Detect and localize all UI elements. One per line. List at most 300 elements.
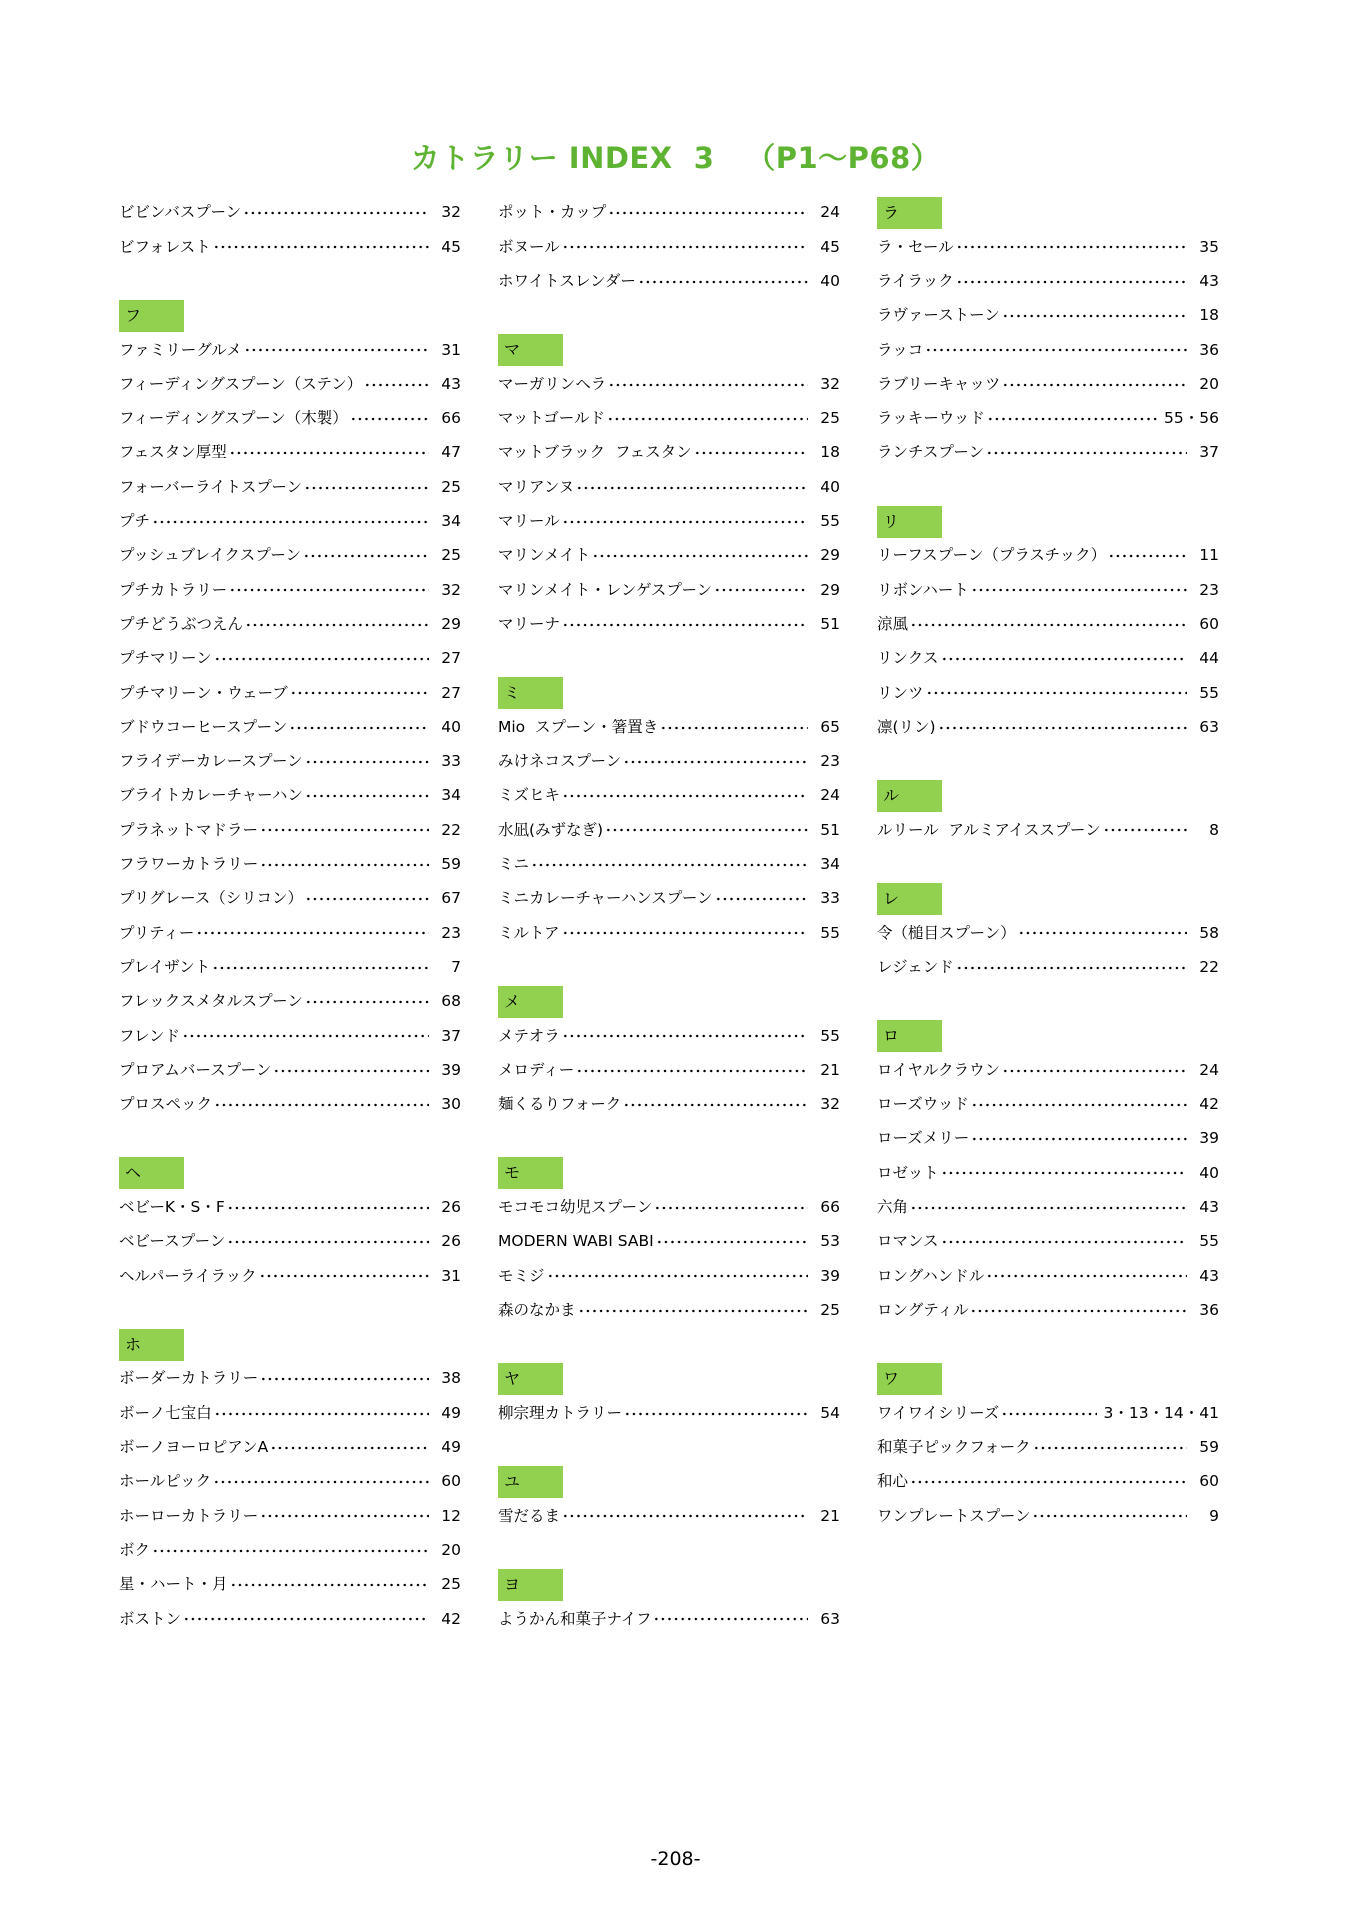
section-header-label: フ: [119, 300, 184, 332]
entry-page: 40: [441, 717, 461, 736]
spacer-row: [119, 265, 461, 299]
index-entry: [877, 1465, 1219, 1499]
entry-name: ホワイトスレンダー: [498, 271, 636, 290]
index-entry: [877, 1156, 1219, 1190]
section-header: [498, 676, 840, 710]
entry-page: 21: [820, 1060, 840, 1079]
entry-page: 33: [820, 889, 840, 908]
entry-name: プチマリーン: [119, 649, 212, 668]
entry-page: 24: [1199, 1060, 1219, 1079]
entry-name: メテオラ: [498, 1026, 560, 1045]
dot-leader: [941, 657, 1187, 661]
dot-leader: [243, 211, 429, 215]
entry-page: 55: [820, 1026, 840, 1045]
entry-page: 59: [441, 855, 461, 874]
entry-page: 24: [820, 786, 840, 805]
dot-leader: [986, 451, 1187, 455]
dot-leader: [956, 966, 1187, 970]
dot-leader: [910, 623, 1187, 627]
entry-name: マットゴールド: [498, 409, 605, 428]
entry-name: ロングハンドル: [877, 1266, 985, 1285]
spacer-row: [498, 1534, 840, 1568]
entry-page: 34: [441, 512, 461, 531]
entry-page: 22: [1199, 957, 1219, 976]
entry-page: 45: [441, 237, 461, 256]
index-entry: [119, 1019, 461, 1053]
index-entry: [877, 333, 1219, 367]
index-entry: [877, 367, 1219, 401]
section-header: [877, 505, 1219, 539]
index-entry: [119, 402, 461, 436]
section-header-label: ユ: [498, 1466, 563, 1498]
section-header: [877, 1362, 1219, 1396]
section-header-label: ワ: [877, 1363, 942, 1395]
page-title: カトラリー INDEX 3 （P1～P68）: [410, 141, 941, 175]
entry-name: フィーディングスプーン（ステン）: [119, 374, 363, 393]
entry-name: モコモコ幼児スプーン: [498, 1198, 653, 1216]
entry-name: MODERN WABI SABI: [498, 1232, 654, 1251]
index-entry: [119, 848, 461, 882]
entry-page: 43: [1199, 1266, 1219, 1285]
dot-leader: [305, 794, 429, 798]
index-entry: [877, 1191, 1219, 1225]
entry-page: 51: [820, 614, 840, 633]
dot-leader: [183, 1617, 429, 1621]
dot-leader: [971, 1103, 1187, 1107]
entry-name: プロスペック: [119, 1095, 213, 1114]
dot-leader: [273, 1069, 429, 1073]
entry-name: ラ・セール: [877, 237, 954, 256]
section-header: [877, 196, 1219, 230]
entry-name: ミニカレーチャーハンスプーン: [498, 889, 713, 908]
index-column-3: [877, 196, 1219, 1534]
dot-leader: [350, 417, 429, 421]
entry-page: 40: [1199, 1163, 1219, 1182]
index-entry: [498, 196, 840, 230]
entry-page: 26: [441, 1232, 461, 1251]
dot-leader: [305, 760, 429, 764]
entry-page: 3・13・14・41: [1103, 1403, 1219, 1422]
index-entry: [877, 230, 1219, 264]
dot-leader: [1001, 1412, 1097, 1416]
dot-leader: [638, 280, 808, 284]
entry-name: フライデーカレースプーン: [119, 752, 303, 771]
entry-page: 11: [1199, 546, 1219, 565]
dot-leader: [364, 383, 429, 387]
entry-name: ボヌール: [498, 237, 560, 256]
entry-name: フレンド: [119, 1026, 180, 1045]
entry-name: リボンハート: [877, 580, 969, 599]
dot-leader: [1002, 314, 1187, 318]
spacer-row: [498, 299, 840, 333]
entry-page: 27: [441, 683, 461, 702]
index-entry: [498, 1191, 840, 1225]
entry-page: 45: [820, 237, 840, 256]
index-entry: [119, 1499, 461, 1533]
dot-leader: [1002, 383, 1187, 387]
index-entry: [498, 848, 840, 882]
dot-leader: [970, 1309, 1187, 1313]
dot-leader: [910, 1480, 1187, 1484]
index-entry: [877, 573, 1219, 607]
dot-leader: [941, 1171, 1187, 1175]
index-entry: [119, 608, 461, 642]
dot-leader: [925, 348, 1187, 352]
index-entry: [498, 402, 840, 436]
entry-page: 18: [1199, 306, 1219, 325]
entry-page: 25: [441, 1575, 461, 1594]
entry-name: マリール: [498, 512, 560, 531]
entry-name: 水凪(みずなぎ): [498, 820, 604, 839]
dot-leader: [1018, 931, 1187, 935]
entry-name: プチカトラリー: [119, 580, 228, 599]
dot-leader: [214, 657, 429, 661]
entry-name: ボク: [119, 1540, 151, 1559]
entry-name: プラネットマドラー: [119, 820, 259, 839]
entry-page: 58: [1199, 923, 1219, 942]
spacer-row: [498, 951, 840, 985]
entry-page: 55: [820, 923, 840, 942]
index-entry: [498, 1053, 840, 1087]
entry-name: リンツ: [877, 683, 924, 702]
dot-leader: [270, 1446, 429, 1450]
spacer-row: [877, 1328, 1219, 1362]
entry-name: 星・ハート・月: [119, 1575, 228, 1594]
index-entry: [877, 1499, 1219, 1533]
dot-leader: [289, 726, 429, 730]
entry-name: ブドウコーヒースプーン: [119, 717, 288, 736]
entry-name: 六角: [877, 1198, 909, 1216]
index-entry: [877, 951, 1219, 985]
entry-page: 49: [441, 1403, 461, 1422]
entry-page: 66: [441, 409, 461, 428]
entry-page: 25: [820, 1300, 840, 1319]
entry-name: プレイザント: [119, 957, 211, 976]
entry-page: 55: [820, 512, 840, 531]
dot-leader: [562, 1514, 808, 1518]
index-entry: [498, 436, 840, 470]
index-entry: [877, 1294, 1219, 1328]
dot-leader: [941, 1240, 1187, 1244]
index-entry: [877, 710, 1219, 744]
section-header-label: ラ: [877, 197, 942, 229]
entry-name: ラッキーウッド: [877, 409, 985, 428]
entry-page: 49: [441, 1438, 461, 1457]
entry-page: 30: [441, 1095, 461, 1114]
index-entry: [877, 676, 1219, 710]
index-entry: [877, 1431, 1219, 1465]
index-entry: [877, 1088, 1219, 1122]
entry-page: 55: [1199, 1232, 1219, 1251]
index-column-1: [119, 196, 461, 1636]
entry-name: 森のなかま: [498, 1300, 576, 1319]
entry-page: 43: [1199, 1198, 1219, 1216]
index-entry: [119, 573, 461, 607]
section-header-label: モ: [498, 1157, 563, 1189]
entry-name: ファミリーグルメ: [119, 340, 242, 359]
dot-leader: [694, 451, 808, 455]
entry-page: 39: [441, 1060, 461, 1079]
entry-page: 31: [441, 1266, 461, 1285]
entry-name: Mio スプーン・箸置き: [498, 717, 659, 736]
section-header: [877, 882, 1219, 916]
dot-leader: [260, 1514, 429, 1518]
index-entry: [498, 1259, 840, 1293]
entry-page: 32: [441, 203, 461, 222]
entry-name: ヘルパーライラック: [119, 1266, 257, 1285]
entry-page: 34: [820, 855, 840, 874]
entry-name: 雪だるま: [498, 1506, 561, 1525]
dot-leader: [227, 1206, 429, 1210]
dot-leader: [229, 588, 429, 592]
entry-name: メロディー: [498, 1060, 575, 1079]
entry-name: ビビンバスプーン: [119, 203, 242, 222]
entry-name: ライラック: [877, 271, 954, 290]
entry-name: ミズヒキ: [498, 786, 561, 805]
index-entry: [119, 470, 461, 504]
entry-page: 23: [441, 923, 461, 942]
index-entry: [498, 1088, 840, 1122]
entry-name: プリグレース（シリコン）: [119, 889, 303, 908]
dot-leader: [547, 1274, 808, 1278]
entry-name: 和菓子ピックフォーク: [877, 1438, 1031, 1457]
dot-leader: [212, 966, 429, 970]
index-entry: [119, 333, 461, 367]
entry-page: 40: [820, 477, 840, 496]
index-entry: [119, 230, 461, 264]
dot-leader: [244, 348, 429, 352]
dot-leader: [660, 726, 808, 730]
index-entry: [877, 813, 1219, 847]
entry-page: 25: [441, 546, 461, 565]
index-entry: [498, 1602, 840, 1636]
entry-page: 23: [1199, 580, 1219, 599]
dot-leader: [213, 1480, 429, 1484]
dot-leader: [152, 520, 429, 524]
index-entry: [119, 505, 461, 539]
index-entry: [498, 1294, 840, 1328]
entry-name: フレックスメタルスプーン: [119, 992, 303, 1011]
section-header-label: ロ: [877, 1020, 942, 1052]
index-entry: [877, 1122, 1219, 1156]
dot-leader: [245, 623, 429, 627]
entry-page: 36: [1199, 1300, 1219, 1319]
spacer-row: [498, 1431, 840, 1465]
dot-leader: [605, 828, 808, 832]
spacer-row: [877, 848, 1219, 882]
dot-leader: [926, 691, 1187, 695]
entry-name: ボーノヨーロピアンA: [119, 1438, 269, 1457]
entry-name: みけネコスプーン: [498, 752, 622, 771]
section-header: [498, 333, 840, 367]
dot-leader: [229, 451, 429, 455]
index-entry: [498, 1225, 840, 1259]
dot-leader: [656, 1240, 808, 1244]
entry-name: マリンメイト・レンゲスプーン: [498, 580, 713, 599]
entry-page: 9: [1209, 1506, 1219, 1525]
dot-leader: [654, 1206, 808, 1210]
entry-name: ボーノ七宝白: [119, 1403, 212, 1422]
index-entry: [119, 882, 461, 916]
entry-name: ボストン: [119, 1609, 182, 1628]
entry-page: 53: [820, 1232, 840, 1251]
entry-name: ホールピック: [119, 1472, 212, 1491]
section-header-label: ル: [877, 780, 942, 812]
dot-leader: [260, 1377, 429, 1381]
dot-leader: [714, 588, 808, 592]
entry-page: 23: [820, 752, 840, 771]
index-entry: [119, 710, 461, 744]
entry-page: 60: [1199, 1472, 1219, 1491]
entry-page: 39: [1199, 1129, 1219, 1148]
dot-leader: [290, 691, 429, 695]
index-entry: [498, 779, 840, 813]
entry-name: ランチスプーン: [877, 443, 985, 462]
index-entry: [119, 951, 461, 985]
index-entry: [498, 539, 840, 573]
dot-leader: [986, 1274, 1187, 1278]
entry-page: 7: [451, 957, 461, 976]
spacer-row: [119, 1122, 461, 1156]
section-header-label: ホ: [119, 1329, 184, 1361]
index-entry: [119, 367, 461, 401]
entry-page: 37: [1199, 443, 1219, 462]
entry-page: 25: [441, 477, 461, 496]
entry-name: ワイワイシリーズ: [877, 1403, 1000, 1422]
index-entry: [877, 265, 1219, 299]
entry-name: 和心: [877, 1472, 909, 1491]
dot-leader: [214, 1103, 429, 1107]
dot-leader: [562, 520, 808, 524]
dot-leader: [227, 1240, 429, 1244]
entry-name: プリティー: [119, 923, 195, 942]
dot-leader: [987, 417, 1158, 421]
entry-page: 63: [1199, 717, 1219, 736]
dot-leader: [971, 1137, 1187, 1141]
entry-name: マリアンヌ: [498, 477, 575, 496]
index-entry: [119, 1602, 461, 1636]
dot-leader: [938, 726, 1187, 730]
page-number: -208-: [650, 1848, 701, 1870]
entry-name: プチ: [119, 512, 151, 531]
entry-page: 35: [1199, 237, 1219, 256]
dot-leader: [1002, 1069, 1187, 1073]
entry-page: 29: [820, 580, 840, 599]
entry-page: 18: [820, 443, 840, 462]
section-header-label: リ: [877, 506, 942, 538]
entry-name: プロアムバースプーン: [119, 1060, 272, 1079]
index-entry: [498, 916, 840, 950]
index-entry: [119, 436, 461, 470]
index-entry: [119, 1259, 461, 1293]
index-entry: [119, 1225, 461, 1259]
entry-name: ラブリーキャッツ: [877, 374, 1001, 393]
index-entry: [498, 265, 840, 299]
entry-page: 68: [441, 992, 461, 1011]
index-entry: [119, 676, 461, 710]
entry-name: ルリール アルミアイススプーン: [877, 820, 1101, 839]
spacer-row: [119, 1294, 461, 1328]
section-header-label: レ: [877, 883, 942, 915]
dot-leader: [260, 863, 429, 867]
entry-name: ようかん和菓子ナイフ: [498, 1609, 652, 1628]
index-entry: [877, 1396, 1219, 1430]
index-entry: [119, 1191, 461, 1225]
entry-page: 32: [820, 1095, 840, 1114]
index-entry: [498, 710, 840, 744]
entry-name: マットブラック フェスタン: [498, 443, 692, 462]
section-header-label: ヨ: [498, 1569, 563, 1601]
dot-leader: [214, 1412, 429, 1416]
entry-name: ボーダーカトラリー: [119, 1369, 259, 1388]
entry-page: 54: [820, 1403, 840, 1422]
entry-page: 60: [441, 1472, 461, 1491]
index-entry: [498, 470, 840, 504]
spacer-row: [498, 1328, 840, 1362]
entry-page: 43: [1199, 271, 1219, 290]
dot-leader: [623, 1103, 808, 1107]
section-header: [877, 1019, 1219, 1053]
entry-page: 32: [441, 580, 461, 599]
dot-leader: [623, 760, 808, 764]
section-header: [119, 299, 461, 333]
index-entry: [877, 402, 1219, 436]
entry-page: 55: [1199, 683, 1219, 702]
index-entry: [119, 196, 461, 230]
entry-page: 65: [820, 717, 840, 736]
entry-name: プチマリーン・ウェーブ: [119, 683, 288, 702]
entry-name: ベビースプーン: [119, 1232, 226, 1251]
entry-name: ローズメリー: [877, 1129, 970, 1148]
dot-leader: [956, 280, 1187, 284]
entry-page: 12: [441, 1506, 461, 1525]
index-entry: [877, 1053, 1219, 1087]
dot-leader: [213, 245, 429, 249]
index-entry: [877, 1259, 1219, 1293]
entry-page: 39: [820, 1266, 840, 1285]
entry-name: ラヴァーストーン: [877, 306, 1000, 325]
section-header: [877, 779, 1219, 813]
entry-name: ロイヤルクラウン: [877, 1060, 1001, 1079]
entry-name: ホーローカトラリー: [119, 1506, 259, 1525]
dot-leader: [608, 211, 808, 215]
index-entry: [498, 1499, 840, 1533]
section-header: [498, 1362, 840, 1396]
entry-page: 44: [1199, 649, 1219, 668]
entry-page: 40: [820, 271, 840, 290]
entry-name: リンクス: [877, 649, 939, 668]
entry-name: マリンメイト: [498, 546, 591, 565]
section-header: [498, 1568, 840, 1602]
entry-page: 38: [441, 1369, 461, 1388]
dot-leader: [1103, 828, 1187, 832]
index-entry: [498, 573, 840, 607]
entry-page: 33: [441, 752, 461, 771]
dot-leader: [910, 1206, 1187, 1210]
index-entry: [877, 299, 1219, 333]
entry-name: モミジ: [498, 1266, 545, 1285]
entry-name: ロゼット: [877, 1163, 939, 1182]
section-header-label: ミ: [498, 677, 563, 709]
entry-page: 24: [820, 203, 840, 222]
entry-page: 32: [820, 374, 840, 393]
entry-page: 29: [820, 546, 840, 565]
index-entry: [119, 985, 461, 1019]
section-header-label: ヘ: [119, 1157, 184, 1189]
dot-leader: [562, 623, 808, 627]
index-entry: [119, 1465, 461, 1499]
dot-leader: [592, 554, 808, 558]
